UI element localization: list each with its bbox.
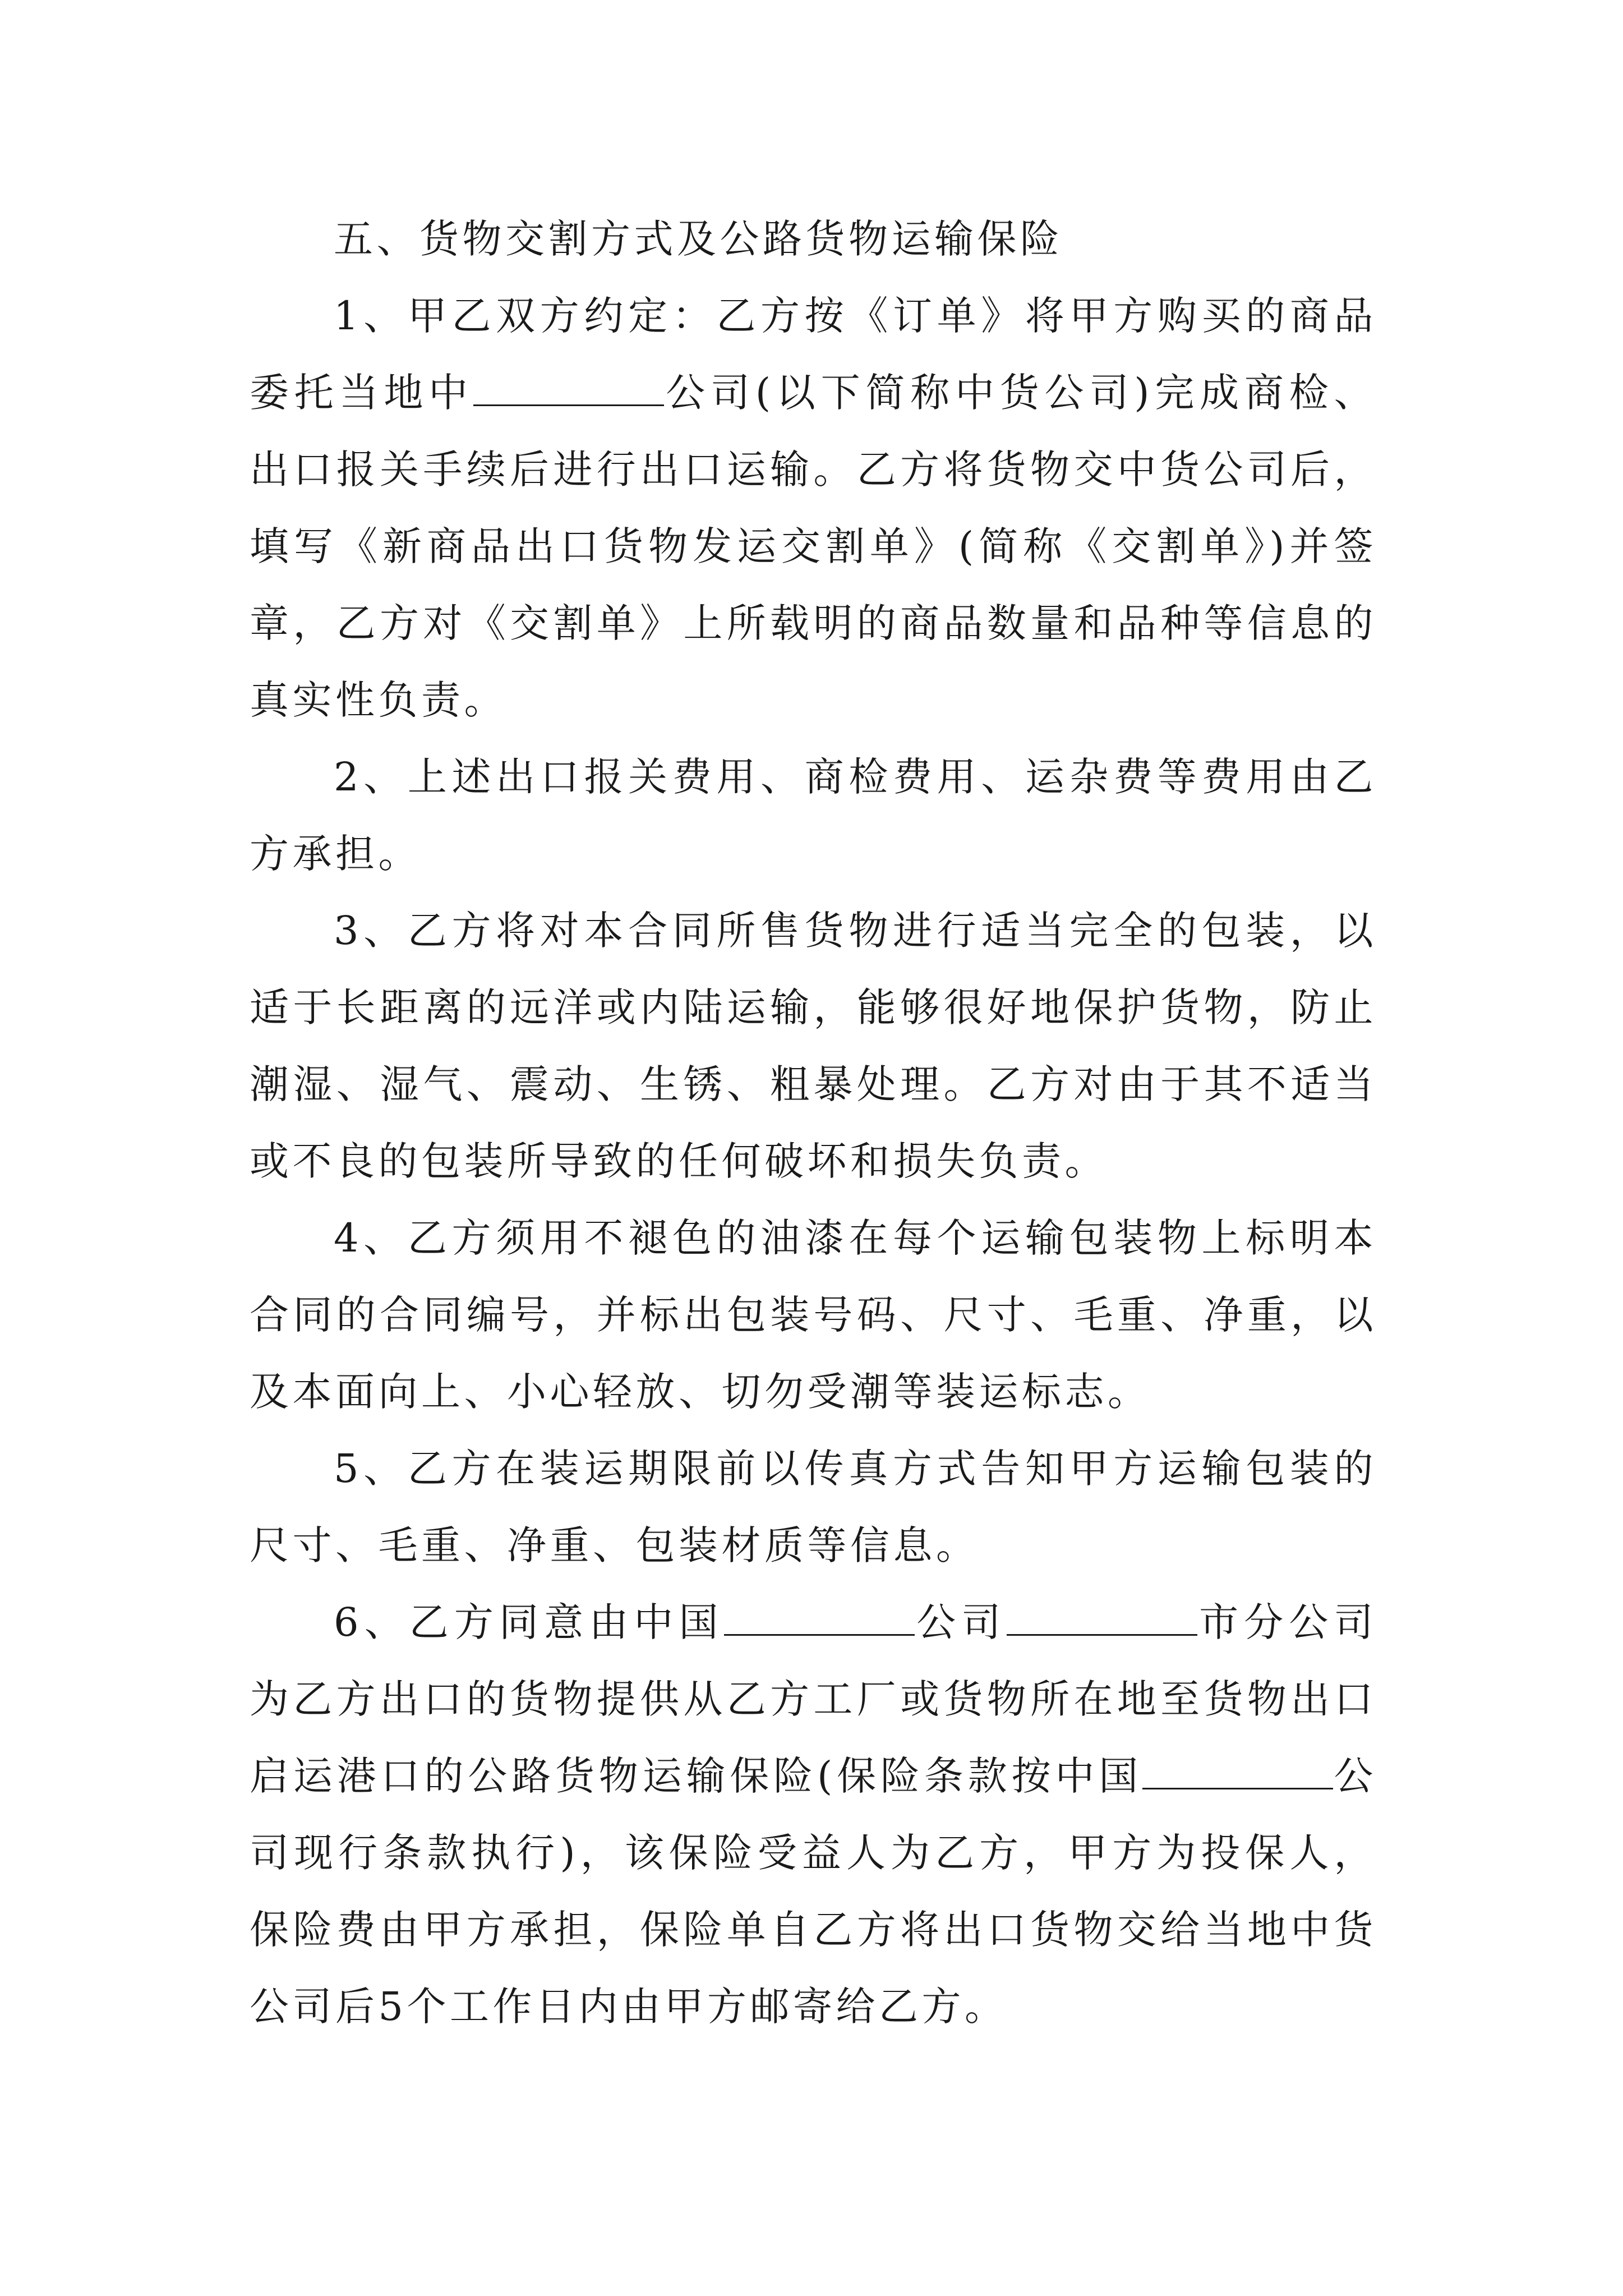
- clause-6-text-b: 公司: [914, 1599, 1007, 1645]
- clause-6-text-c: 市分公司为乙方出口的货物提供从乙方工厂或货物所在地至货物出口启运港口的公路货物运输保险(保险条款按中国: [250, 1599, 1377, 1799]
- clause-4: 4、乙方须用不褪色的油漆在每个运输包装物上标明本合同的合同编号，并标出包装号码、尺寸、毛重、净重，以及本面向上、小心轻放、切勿受潮等装运标志。: [250, 1215, 1377, 1415]
- fill-blank: [1142, 1751, 1333, 1790]
- clause-6-text-d: 公司现行条款执行)，该保险受益人为乙方，甲方为投保人，保险费由甲方承担，保险单自乙方将出口货物交给当地中货公司后5个工作日内由甲方邮寄给乙方。: [250, 1753, 1377, 2030]
- clause-2: 2、上述出口报关费用、商检费用、运杂费等费用由乙方承担。: [250, 754, 1377, 877]
- document-body: [250, 201, 1377, 2045]
- fill-blank: [724, 1597, 915, 1636]
- section-heading: 五、货物交割方式及公路货物运输保险: [334, 216, 1063, 262]
- clause-1-text-b: 公司(以下简称中货公司)完成商检、出口报关手续后进行出口运输。乙方将货物交中货公司后，填写《新商品出口货物发运交割单》(简称《交割单》)并签章，乙方对《交割单》上所载明的商品数量和品种等信息的真实性负责。: [250, 370, 1377, 723]
- fill-blank: [1007, 1597, 1197, 1636]
- clause-6: [250, 1584, 1377, 2045]
- fill-blank: [473, 367, 664, 407]
- clause-1: [250, 278, 1377, 739]
- clause-1-text-a: 1、甲乙双方约定：乙方按《订单》将甲方购买的商品委托当地中: [250, 293, 1377, 416]
- clause-5: 5、乙方在装运期限前以传真方式告知甲方运输包装的尺寸、毛重、净重、包装材质等信息。: [250, 1446, 1377, 1568]
- clause-6-text-a: 6、乙方同意由中国: [334, 1599, 724, 1645]
- clause-3: 3、乙方将对本合同所售货物进行适当完全的包装，以适于长距离的远洋或内陆运输，能够很好地保护货物，防止潮湿、湿气、震动、生锈、粗暴处理。乙方对由于其不适当或不良的包装所导致的任何破坏和损失负责。: [250, 908, 1377, 1184]
